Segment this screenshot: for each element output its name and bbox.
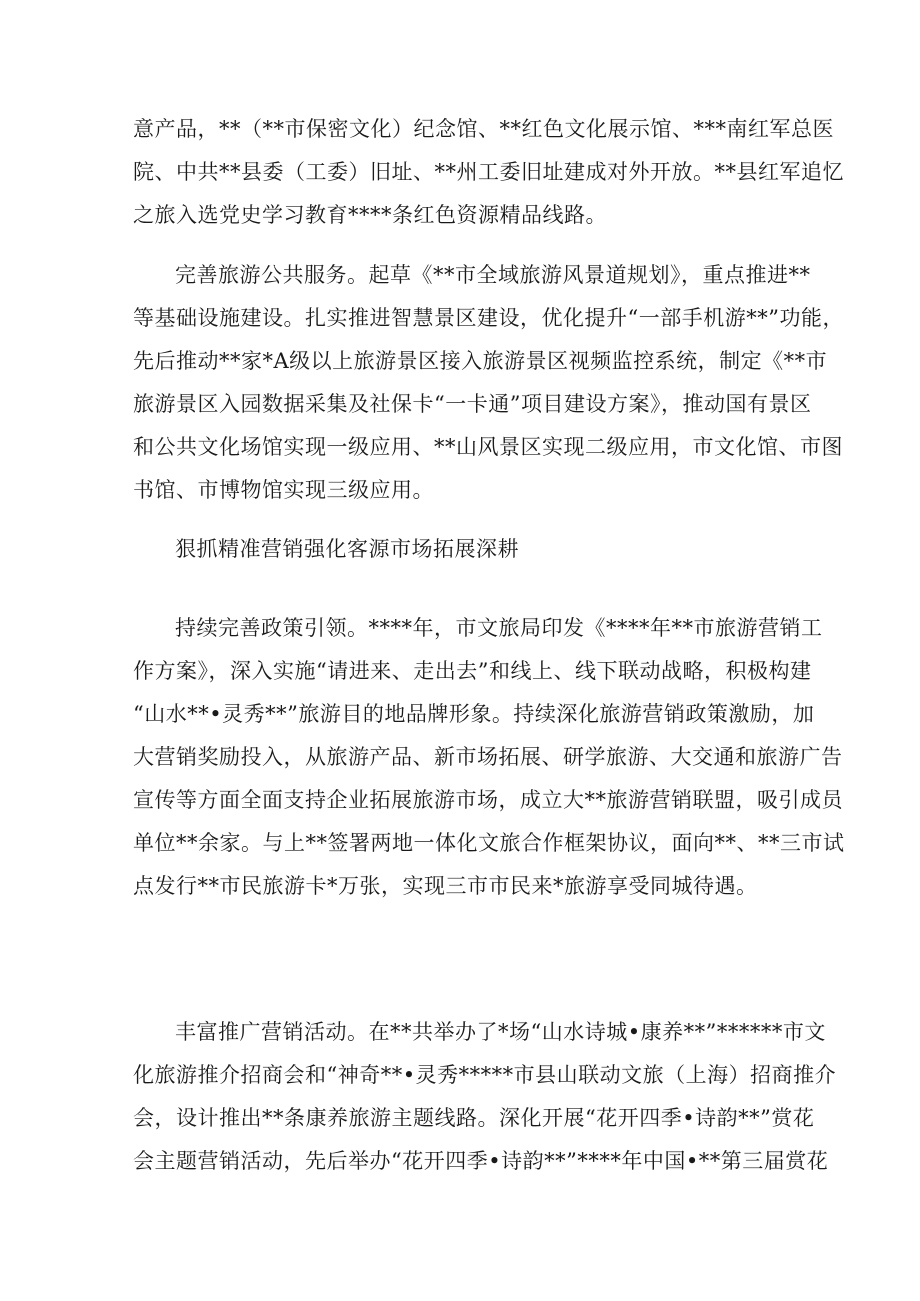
- text-line: 之旅入选党史学习教育****条红色资源精品线路。: [133, 203, 607, 227]
- text-line: 点发行**市民旅游卡*万张，实现三市市民来*旅游享受同城待遇。: [133, 874, 758, 898]
- paragraph-policy-guidance: [133, 607, 845, 908]
- text-line: 会主题营销活动，先后举办“花开四季•诗韵**”****年中国•**第三届赏花: [133, 1149, 829, 1173]
- text-line: “山水**•灵秀**”旅游目的地品牌形象。持续深化旅游营销政策激励，加: [133, 702, 815, 726]
- text-line: 单位**余家。与上**签署两地一体化文旅合作框架协议，面向**、**三市试: [133, 831, 845, 855]
- text-line: 化旅游推介招商会和“神奇**•灵秀*****市县山联动文旅（上海）招商推介: [133, 1063, 837, 1087]
- text-line: 书馆、市博物馆实现三级应用。: [133, 478, 434, 502]
- text-line: 和公共文化场馆实现一级应用、**山风景区实现二级应用，市文化馆、市图: [133, 435, 843, 459]
- text-line: 完善旅游公共服务。起草《**市全域旅游风景道规划》，重点推进**: [175, 263, 811, 287]
- text-line: 大营销奖励投入，从旅游产品、新市场拓展、研学旅游、大交通和旅游广告: [133, 745, 843, 769]
- paragraph-marketing-activities: [133, 1011, 837, 1183]
- text-line: 持续完善政策引领。****年，市文旅局印发《****年**市旅游营销工: [175, 616, 823, 640]
- section-heading: [133, 528, 793, 571]
- text-line: 意产品，**（**市保密文化）纪念馆、**红色文化展示馆、***南红军总医: [133, 117, 834, 141]
- text-line: 等基础设施建设。扎实推进智慧景区建设，优化提升“一部手机游**”功能，: [133, 306, 844, 330]
- text-line: 宣传等方面全面支持企业拓展旅游市场，成立大**旅游营销联盟，吸引成员: [133, 788, 843, 812]
- text-line: 院、中共**县委（工委）旧址、**州工委旧址建成对外开放。**县红军追忆: [133, 160, 844, 184]
- heading-line: 狠抓精准营销强化客源市场拓展深耕: [175, 537, 519, 561]
- text-line: 旅游景区入园数据采集及社保卡“一卡通”项目建设方案》，推动国有景区: [133, 392, 812, 416]
- paragraph-red-culture: [133, 108, 844, 237]
- paragraph-public-services: [133, 254, 844, 512]
- text-line: 先后推动**家*A级以上旅游景区接入旅游景区视频监控系统，制定《**市: [133, 349, 828, 373]
- text-line: 会，设计推出**条康养旅游主题线路。深化开展“花开四季•诗韵**”赏花: [133, 1106, 815, 1130]
- text-line: 作方案》，深入实施“请进来、走出去”和线上、线下联动战略，积极构建: [133, 659, 812, 683]
- text-line: 丰富推广营销活动。在**共举办了*场“山水诗城•康养**”******市文: [175, 1020, 826, 1044]
